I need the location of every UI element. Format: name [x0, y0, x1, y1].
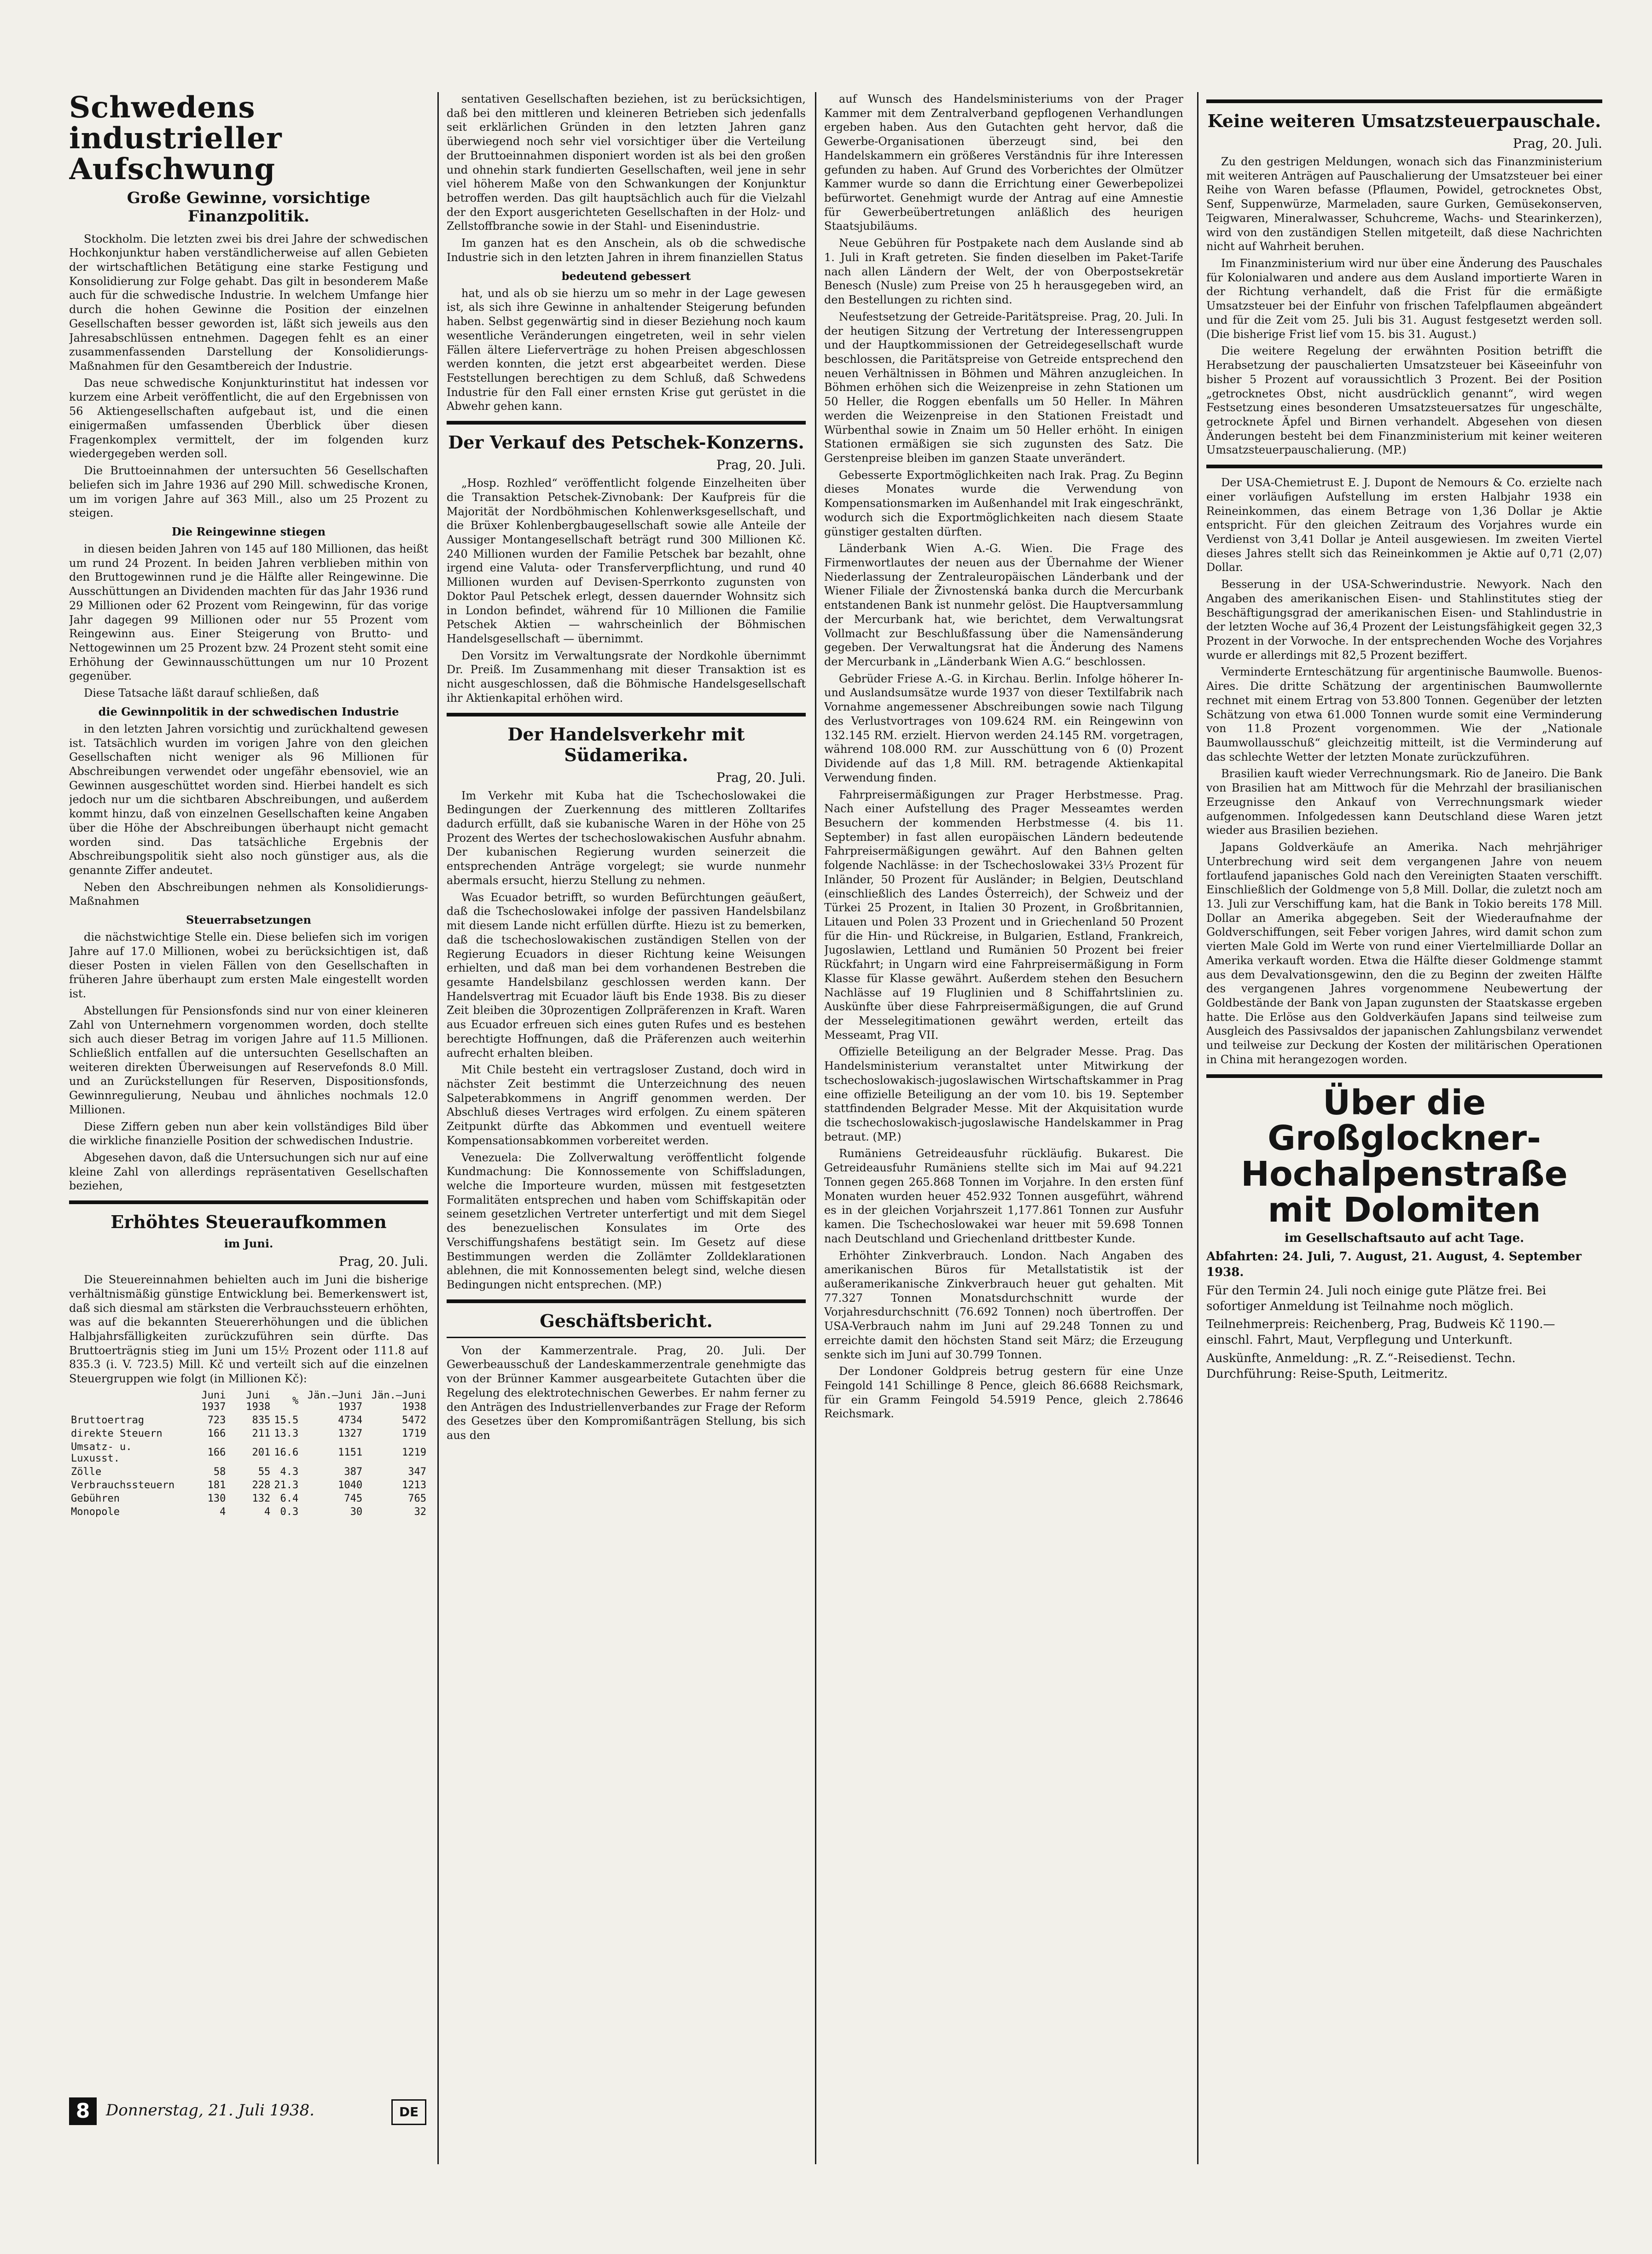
ad-subtitle: im Gesellschaftsauto auf acht Tage. — [1284, 1231, 1524, 1246]
dateline: Prag, 20. Juli. — [716, 769, 806, 785]
table-cell: 1040 — [338, 1479, 363, 1491]
ad-contact: Auskünfte, Anmeldung: „R. Z.“-Reisedienst. Techn. Durchführung: Reise-Sputh, Leitmeritz. — [1206, 1351, 1516, 1381]
divider — [447, 1299, 806, 1303]
section-heading: Steuerrabsetzungen — [186, 913, 311, 927]
news-item: Erhöhter Zinkverbrauch. London. Nach Angaben des amerikanischen Büros für Metallstatistik ist der außeramerikanische Zinkverbrauch heuer gut gehalten. Mit 77.327 Tonnen Monatsdurchschnitt wurde der Vorjahresdurchschnitt (76.692 Tonnen) noch übertroffen. Der USA-Verbrauch nahm im Juni auf 29.248 Tonnen zu und erreichte damit den höchsten Stand seit März; die Erzeugung senkte sich im Juni auf 30.799 Tonnen. — [824, 1249, 1183, 1361]
paragraph: Im Verkehr mit Kuba hat die Tschechoslowakei die Bedingungen der Zuerkennung des mittleren Zolltarifes dadurch erfüllt, daß sie kubanische Waren in der Höhe von 25 Prozent des Wertes der tschechoslowakischen Ausfuhr abnahm. Der kubanischen Regierung wurden seinerzeit die entsprechenden Anträge vorgelegt; sie wurde nunmehr abermals ersucht, hierzu Stellung zu nehmen. — [447, 789, 806, 887]
article-subtitle-schweden: Große Gewinne, vorsichtige Finanzpolitik. — [127, 188, 371, 226]
table-row — [69, 1440, 428, 1465]
table-cell: 387 — [344, 1466, 363, 1478]
paragraph: Zu den gestrigen Meldungen, wonach sich das Finanzministerium mit weiteren Anträgen auf Pauschalierung der Umsatzsteuer bei einer Reihe von Waren befasse (Pflaumen, Powidel, getrocknetes Obst, Senf, Suppenwürze, Marmeladen, saure Gurken, Gemüsekonserven, Teigwaren, Mineralwasser, Schuhcreme, Wachs- und Stearinkerzen), wird von den zuständigen Stellen mitgeteilt, daß diese Nachrichten nicht auf Wahrheit beruhen. — [1206, 155, 1602, 253]
news-item: Neufestsetzung der Getreide-Paritätspreise. Prag, 20. Juli. In der heutigen Sitzung der Vertretung der Interessengruppen und der Hauptkommissionen der Getreidegesellschaft wurde beschlossen, die Paritätspreise von Getreide entsprechend den neuen Verhältnissen in Böhmen und Mähren anzugleichen. In Böhmen erhöhen sich die Weizenpreise in zehn Stationen um 50 Heller, die Roggen ebenfalls um 50 Heller. In Mähren werden die Weizenpreise in den Stationen Freistadt und Würbenthal sowie in Znaim um 50 Heller erhöht. In einigen Stationen ermäßigen sie sich zugunsten des Satz. Die Gerstenpreise bleiben im ganzen Staate unverändert. — [824, 310, 1183, 465]
news-item: Gebesserte Exportmöglichkeiten nach Irak. Prag. Zu Beginn dieses Monates wurde die Verwendung von Kompensationsmarken im Außenhandel mit Irak eingeschränkt, wodurch sich die Exportmöglichkeiten nach diesem Staate günstiger gestalten dürften. — [824, 468, 1183, 538]
divider — [447, 421, 806, 425]
table-cell: 1719 — [402, 1427, 426, 1439]
table-cell: 835 — [252, 1414, 271, 1426]
news-item: Rumäniens Getreideausfuhr rückläufig. Bukarest. Die Getreideausfuhr Rumäniens stellte sich im Mai auf 94.221 Tonnen gegen 265.868 Tonnen im Vorjahre. In den ersten fünf Monaten wurden heuer 452.932 Tonnen ausgeführt, während es in der gleichen Vorjahrszeit 1,177.861 Tonnen zur Ausfuhr kamen. Die Tschechoslowakei war heuer mit 59.698 Tonnen nach Deutschland und Griechenland drittbester Kunde. — [824, 1147, 1183, 1245]
section-heading: die Gewinnpolitik in der schwedischen Industrie — [98, 705, 399, 718]
paragraph: Diese Tatsache läßt darauf schließen, daß — [84, 687, 319, 700]
table-row — [69, 1427, 428, 1440]
table-row — [69, 1492, 428, 1505]
table-cell: 1151 — [338, 1447, 363, 1459]
table-cell: Verbrauchssteuern — [71, 1479, 175, 1491]
table-cell: 166 — [207, 1447, 226, 1459]
tax-table — [69, 1389, 428, 1519]
table-cell: 723 — [207, 1414, 226, 1426]
article-title-geschaeftsbericht: Geschäftsbericht. — [540, 1310, 713, 1331]
table-cell: 0.3 — [280, 1506, 299, 1518]
ad-dates: Abfahrten: 24. Juli, 7. August, 21. August, 4. September 1938. — [1206, 1250, 1582, 1279]
table-header-row — [69, 1389, 428, 1414]
table-cell: 55 — [258, 1466, 271, 1478]
table-cell: 181 — [207, 1479, 226, 1491]
paragraph: Venezuela: Die Zollverwaltung veröffentlicht folgende Kundmachung: Die Konnossemente von Schiffsladungen, welche die Importeure wurden, müssen mit festgesetzten Formalitäten entsprechen und haben vom Schiffskapitän oder seinem gesetzlichen Vertreter unterfertigt und mit dem Siegel des benezuelischen Konsulates im Orte des Verschiffungshafens bestätigt sein. Im Gesetz auf diese Bestimmungen werden die Zollämter Zolldeklarationen ablehnen, die mit Konnossementen belegt sind, welche diesen Bedingungen nicht entsprechen. (MP.) — [447, 1151, 806, 1292]
dateline: Prag, 20. Juli. — [1512, 136, 1602, 151]
table-cell: 30 — [350, 1506, 363, 1518]
paragraph: Die Bruttoeinnahmen der untersuchten 56 Gesellschaften beliefen sich im Jahre 1936 auf 290 Mill. schwedische Kronen, um im vorigen Jahre auf 363 Mill., also um 25 Prozent zu steigen. — [69, 464, 428, 520]
paragraph: Die weitere Regelung der erwähnten Position betrifft die Herabsetzung der pauschalierten Umsatzsteuer bei Käseeinfuhr von bisher 5 Prozent auf voraussichtlich 3 Prozent. Bei der Position „getrocknetes Obst, nicht ausdrücklich genannt“, wird wegen Festsetzung eines besonderen Umsatzsteuersatzes für ungeschälte, getrocknete Äpfel und Birnen verhandelt. Abgesehen von diesen Änderungen besteht bei dem Finanzministerium mit keiner weiteren Umsatzsteuerpauschalierung. (MP.) — [1206, 344, 1602, 457]
table-cell: 132 — [252, 1492, 271, 1504]
newspaper-page — [69, 92, 1607, 2164]
table-cell: 13.3 — [274, 1427, 299, 1439]
table-row — [69, 1465, 428, 1479]
table-cell: 765 — [408, 1492, 426, 1504]
news-item: Besserung in der USA-Schwerindustrie. Newyork. Nach den Angaben des amerikanischen Eisen- und Stahlinstitutes stieg der Beschäftigungsgrad der amerikanischen Eisen- und Stahlindustrie in der letzten Woche auf 36,4 Prozent der Leistungsfähigkeit gegen 32,3 Prozent in der Vorwoche. In der entsprechenden Woche des Vorjahres wurde er allerdings mit 82,5 Prozent beziffert. — [1206, 578, 1602, 662]
divider — [447, 713, 806, 716]
table-cell: 16.6 — [274, 1447, 299, 1459]
paragraph: Stockholm. Die letzten zwei bis drei Jahre der schwedischen Hochkonjunktur haben verständlicherweise auf allen Gebieten der wirtschaftlichen Betätigung eine starke Festigung und Konsolidierung zur Folge gehabt. Das gilt in besonderem Maße auch für die schwedische Industrie. In welchem Umfange hier durch die hohen Gewinne die Position der einzelnen Gesellschaften besser geworden ist, läßt sich jeweils aus den Jahresabschlüssen entnehmen. Dagegen fehlt es an einer zusammenfassenden Darstellung der Konsolidierungs-Maßnahmen für den Gesamtbereich der Industrie. — [69, 232, 428, 373]
table-cell: 201 — [252, 1447, 271, 1459]
news-item: Neue Gebühren für Postpakete nach dem Auslande sind ab 1. Juli in Kraft getreten. Sie finden dieselben im Paket-Tarife nach allen Ländern der Welt, der von Oberpostsekretär Benesch (Nusle) zum Preise von 25 h herausgegeben wird, an den Bestellungen zu richten sind. — [824, 237, 1183, 307]
ad-headline: Über die — [1322, 1083, 1486, 1123]
table-cell: 228 — [252, 1479, 271, 1491]
column-1 — [69, 92, 428, 2164]
paragraph: Im Finanzministerium wird nur über eine Änderung des Pauschales für Kolonialwaren und andere aus dem Ausland importierte Waren in der Richtung verhandelt, daß die Frist für die ermäßigte Umsatzsteuer bei der Einfuhr von frischen Tafelpflaumen abgeändert und für die Zeit vom 25. Juli bis 31. August festgesetzt werden soll. (Die bisherige Frist lief vom 15. bis 31. August.) — [1206, 257, 1602, 341]
section-heading: Die Reingewinne stiegen — [171, 524, 326, 538]
ad-headline: Großglockner- — [1268, 1118, 1541, 1159]
paragraph: auf Wunsch des Handelsministeriums von der Prager Kammer mit dem Zentralverband gepflogenen Verhandlungen ergeben haben. Aus den Gutachten geht hervor, daß die Gewerbe-Organisationen überzeugt sind, bei den Handelskammern ein größeres Verständnis für ihre Interessen gefunden zu haben. Auf Grund des Vorberichtes der Olmützer Kammer wurde so dann die Errichtung einer Gewerbepolizei befürwortet. Genehmigt wurde der Antrag auf eine Amnestie für Gewerbeübertretungen anläßlich des heurigen Staatsjubiläums. — [824, 93, 1183, 233]
divider — [1206, 465, 1602, 468]
table-header: Juni 1938 — [246, 1389, 271, 1413]
paragraph: Den Vorsitz im Verwaltungsrate der Nordkohle übernimmt Dr. Preiß. Im Zusammenhang mit dieser Transaktion ist es nicht ausgeschlossen, daß die Böhmische Handelsgesellschaft ihr Aktienkapital erhöhen wird. — [447, 649, 806, 705]
table-cell: 1219 — [402, 1447, 426, 1459]
news-item: Der Londoner Goldpreis betrug gestern für eine Unze Feingold 141 Schillinge 8 Pence, gleich 86.6688 Reichsmark, für ein Gramm Feingold 54.5919 Pence, gleich 2.78646 Reichsmark. — [824, 1365, 1183, 1421]
paragraph: in den letzten Jahren vorsichtig und zurückhaltend gewesen ist. Tatsächlich wurden im vorigen Jahre von den gleichen Gesellschaften nicht weniger als 96 Millionen für Abschreibungen verwendet oder ungefähr ebensoviel, wie an Gewinnen ausgeschüttet worden sind. Hierbei handelt es sich jedoch nur um die sichtbaren Abschreibungen, und außerdem kommt hinzu, daß von einzelnen Gesellschaften keine Angaben über die Höhe der Abschreibungen überhaupt nicht gemacht worden sind. Das tatsächliche Ergebnis der Abschreibungspolitik sieht also noch günstiger aus, als die genannte Ziffer andeutet. — [69, 722, 428, 877]
table-cell: 32 — [414, 1506, 426, 1518]
news-item: Länderbank Wien A.-G. Wien. Die Frage des Firmenwortlautes der neuen aus der Übernahme der Wiener Niederlassung der Zentraleuropäischen Länderbank und der Wiener Filiale der Živnostenská banka durch die Mercurbank entstandenen Bank ist nunmehr gelöst. Die Hauptversammlung der Mercurbank hat, wie berichtet, dem Verwaltungsrat Vollmacht zur Beschlußfassung über die Namensänderung gegeben. Der Verwaltungsrat hat die Änderung des Namens der Mercurbank in „Länderbank Wien A.G.“ beschlossen. — [824, 542, 1183, 669]
table-cell: 745 — [344, 1492, 363, 1504]
news-item: Gebrüder Friese A.-G. in Kirchau. Berlin. Infolge höherer In- und Auslandsumsätze wurde 1937 von dieser Textilfabrik nach Vornahme angemessener Abschreibungen sowie nach Tilgung des Verlustvortrages von 109.624 RM. ein Reingewinn von 132.145 RM. erzielt. Hiervon werden 24.145 RM. vorgetragen, während 108.000 RM. zur Ausschüttung von 6 (0) Prozent Dividende auf das 1,8 Mill. RM. betragende Aktienkapital Verwendung finden. — [824, 672, 1183, 784]
paragraph: Das neue schwedische Konjunkturinstitut hat indessen vor kurzem eine Arbeit veröffentlicht, die auf den Ergebnissen von 56 Aktiengesellschaften aufgebaut ist, und die einen einigermaßen umfassenden Überblick über diesen Fragenkomplex vermittelt, der im folgenden kurz wiedergegeben werden soll. — [69, 376, 428, 460]
table-cell: direkte Steuern — [71, 1427, 163, 1439]
table-cell: 211 — [252, 1427, 271, 1439]
news-item: Verminderte Ernteschätzung für argentinische Baumwolle. Buenos-Aires. Die dritte Schätzung der argentinischen Baumwollernte rechnet mit einem Ertrag von 53.800 Tonnen. Gegenüber der letzten Schätzung von etwa 61.000 Tonnen wurde somit eine Verminderung von 11.8 Prozent vorgenommen. Wie der „Nationale Baumwollausschuß“ gleichzeitig mitteilt, ist die Verminderung auf das schlechte Wetter der letzten Monate zurückzuführen. — [1206, 665, 1602, 763]
paragraph: Die Steuereinnahmen behielten auch im Juni die bisherige verhältnismäßig günstige Entwicklung bei. Bemerkenswert ist, daß sich diesmal am stärksten die Verbrauchssteuern erhöhten, was auf die bekannten Steuererhöhungen und die üblichen Halbjahrsfälligkeiten zurückzuführen sein dürfte. Das Bruttoerträgnis stieg im Juni um 15½ Prozent oder 111.8 auf 835.3 (i. V. 723.5) Mill. Kč und verteilt sich auf die einzelnen Steuergruppen wie folgt (in Millionen Kč): — [69, 1273, 428, 1386]
column-rule — [437, 92, 439, 2164]
column-4 — [1206, 92, 1602, 2164]
divider — [447, 1337, 806, 1338]
paragraph: Abstellungen für Pensionsfonds sind nur von einer kleineren Zahl von Unternehmern vorgenommen worden, doch stellte sich auch dieser Betrag im vorigen Jahre auf 11.5 Millionen. Schließlich entfallen auf die untersuchten Gesellschaften an weiteren direkten Überweisungen auf Reservefonds 8.0 Mill. und an Zurückstellungen für Reserven, Dispositionsfonds, Gewinnregulierung, Neubau und ähnliches nochmals 12.0 Millionen. — [69, 1004, 428, 1116]
newspaper-logo-icon: DE — [391, 2099, 426, 2125]
article-title-umsatzsteuer: Keine weiteren Umsatzsteuerpauschale. — [1207, 111, 1601, 131]
table-cell: 6.4 — [280, 1492, 299, 1504]
table-cell: 4.3 — [280, 1466, 299, 1478]
ad-price: Teilnehmerpreis: Reichenberg, Prag, Budweis Kč 1190.— einschl. Fahrt, Maut, Verpflegung und Unterkunft. — [1206, 1317, 1555, 1347]
table-header: Juni 1937 — [201, 1389, 226, 1413]
divider — [69, 1200, 428, 1204]
article-subtitle-steuer: im Juni. — [224, 1237, 273, 1251]
table-cell: Gebühren — [71, 1492, 120, 1504]
table-cell: 347 — [408, 1466, 426, 1478]
news-item: Fahrpreisermäßigungen zur Prager Herbstmesse. Prag. Nach einer Aufstellung des Prager Messeamtes werden Besuchern der kommenden Herbstmesse (4. bis 11. September) in fast allen europäischen Ländern bedeutende Fahrpreisermäßigungen gewährt. Auf den Bahnen gelten folgende Nachlässe: in der Tschechoslowakei 33⅓ Prozent für Inländer, 50 Prozent für Ausländer; in Belgien, Deutschland (einschließlich des Landes Österreich), der Schweiz und der Türkei 25 Prozent, in Italien 30 Prozent, in Großbritannien, Litauen und Polen 33 Prozent und in Griechenland 50 Prozent für die Hin- und Rückreise, in Bulgarien, Estland, Frankreich, Jugoslawien, Lettland und Rumänien 50 Prozent bei freier Rückfahrt; in Ungarn wird eine Fahrpreisermäßigung in Form Klasse für Klasse gewährt. Außerdem stehen den Besuchern Nachlässe auf 19 Fluglinien und 8 Schiffahrtslinien zu. Auskünfte über diese Fahrpreisermäßigungen, die auf Grund der Messelegitimationen gewährt werden, erteilt das Messeamt, Prag VII. — [824, 788, 1183, 1042]
paragraph: sentativen Gesellschaften beziehen, ist zu berücksichtigen, daß bei den mittleren und kleineren Betrieben sich jedenfalls seit erklärlichen Gründen in den letzten Jahren ganz überwiegend noch sehr viel vorsichtiger über die Verteilung der Bruttoeinnahmen disponiert worden ist als bei den großen und ohnehin stark fundierten Gesellschaften, weil jene in sehr viel höherem Maße von den Schwankungen der Konjunktur betroffen werden. Das gilt hauptsächlich auch für die Vielzahl der den Export ausgerichteten Gesellschaften in der Holz- und Zellstoffbranche sowie in der Stahl- und Eisenindustrie. — [447, 93, 806, 233]
dateline: Prag, 20. Juli. — [338, 1254, 428, 1270]
table-cell: 4734 — [338, 1414, 363, 1426]
ad-headline: mit Dolomiten — [1268, 1190, 1541, 1230]
article-title-schweden: Schwedens industrieller Aufschwung — [69, 92, 282, 187]
travel-advertisement — [1206, 1085, 1602, 1382]
paragraph: hat, und als ob sie hierzu um so mehr in der Lage gewesen ist, als sich ihre Gewinne in anhaltender Steigerung befunden haben. Selbst gegenwärtig sind in dieser Beziehung noch kaum wesentliche Veränderungen eingetreten, weil in sehr vielen Fällen ältere Lieferverträge zu hohen Preisen abgeschlossen werden konnten, die jetzt erst abgearbeitet werden. Diese Feststellungen berechtigen zu dem Schluß, daß Schwedens Industrie für den Fall einer ernsten Krise gut gerüstet in die Abwehr gehen kann. — [447, 286, 806, 413]
table-cell: 15.5 — [274, 1414, 299, 1426]
table-cell: 21.3 — [274, 1479, 299, 1491]
ad-note: Für den Termin 24. Juli noch einige gute Plätze frei. Bei sofortiger Anmeldung ist Teilnahme noch möglich. — [1206, 1283, 1547, 1313]
table-cell: 130 — [207, 1492, 226, 1504]
issue-date: Donnerstag, 21. Juli 1938. — [106, 2101, 314, 2120]
dateline: Prag, 20. Juli. — [716, 457, 806, 473]
table-cell: 5472 — [402, 1414, 426, 1426]
page-footer — [69, 2097, 428, 2125]
paragraph: Im ganzen hat es den Anschein, als ob die schwedische Industrie sich in den letzten Jahren in ihrem finanziellen Status — [447, 237, 806, 264]
table-row — [69, 1479, 428, 1492]
table-header — [69, 1389, 183, 1414]
paragraph: Neben den Abschreibungen nehmen als Konsolidierungs-Maßnahmen — [69, 880, 428, 908]
paragraph: „Hosp. Rozhled“ veröffentlicht folgende Einzelheiten über die Transaktion Petschek-Zivnobank: Der Kaufpreis für die Majorität der Nordböhmischen Kohlenwerksgesellschaft, und die Brüxer Kohlenbergbaugesellschaft sowie alle Anteile der Aussiger Montangesellschaft beträgt rund 300 Millionen Kč. 240 Millionen wurden der Familie Petschek bar bezahlt, ohne irgend eine Valuta- oder Transferverpflichtung, und rund 40 Millionen wurden auf Devisen-Sperrkonto zugunsten von Doktor Paul Petschek erlegt, dessen dauernder Wohnsitz sich in London befindet, während für 10 Millionen die Familie Petschek Aktien — wahrscheinlich der Böhmischen Handelsgesellschaft — übernimmt. — [447, 477, 806, 645]
column-rule — [815, 92, 816, 2164]
paragraph: Diese Ziffern geben nun aber kein vollständiges Bild über die wirkliche finanzielle Position der schwedischen Industrie. — [69, 1120, 428, 1147]
article-title-suedamerika: Der Handelsverkehr mit Südamerika. — [507, 723, 745, 765]
column-2 — [447, 92, 806, 2164]
paragraph: Von der Kammerzentrale. Prag, 20. Juli. Der Gewerbeausschuß der Landeskammerzentrale genehmigte das von der Brünner Kammer ausgearbeitete Gutachten über die Regelung des elektrotechnischen Gewerbes. Er nahm ferner zu den Anträgen des Industriellenverbandes zur Frage der Reform des Gesetzes über den Kompromißanträgen Stellung, bis sich aus den — [447, 1344, 806, 1442]
page-number: 8 — [69, 2097, 97, 2125]
paragraph: in diesen beiden Jahren von 145 auf 180 Millionen, das heißt um rund 24 Prozent. In beiden Jahren verblieben mithin von den Bruttogewinnen rund je die Hälfte aller Reingewinne. Die Ausschüttungen an Dividenden machten für das Jahr 1936 rund 29 Millionen oder 62 Prozent vom Reingewinn, für das vorige Jahr dagegen 99 Millionen oder nur 55 Prozent vom Reingewinn aus. Einer Steigerung von Brutto- und Nettogewinnen um 25 Prozent bzw. 24 Prozent steht somit eine Erhöhung der Gewinnausschüttungen um nur 10 Prozent gegenüber. — [69, 542, 428, 683]
news-item: Japans Goldverkäufe an Amerika. Nach mehrjähriger Unterbrechung wird seit dem vergangenen Jahre von neuem fortlaufend japanisches Gold nach den Vereinigten Staaten verschifft. Einschließlich der Goldmenge von 5,8 Mill. Dollar, die zuletzt noch am 13. Juli zur Verschiffung kam, hat die Bank in Tokio bereits 178 Mill. Dollar an Amerika abgegeben. Seit der Wiederaufnahme der Goldverschiffungen, seit Feber vorigen Jahres, wird damit schon zum vierten Male Gold im Werte von rund einer Viertelmilliarde Dollar an Amerika verkauft worden. Etwa die Hälfte dieser Goldmenge stammt aus dem Devalvationsgewinn, den die zu Beginn der zweiten Hälfte des vergangenen Jahres vorgenommene Neubewertung der Goldbestände der Bank von Japan zugunsten der Staatskasse ergeben hatte. Die Erlöse aus den Goldverkäufen Japans sind teilweise zum Ausgleich des Passivsaldos der japanischen Zahlungsbilanz verwendet und teilweise zur Deckung der Kosten der militärischen Operationen in China mit herangezogen worden. — [1206, 841, 1602, 1066]
table-cell: 1213 — [402, 1479, 426, 1491]
table-cell: Monopole — [71, 1506, 120, 1518]
divider — [1206, 99, 1602, 103]
table-header: % — [292, 1395, 299, 1407]
table-cell: Zölle — [71, 1466, 102, 1478]
article-title-steuer: Erhöhtes Steueraufkommen — [111, 1211, 387, 1233]
table-row — [69, 1414, 428, 1427]
paragraph: Mit Chile besteht ein vertragsloser Zustand, doch wird in nächster Zeit bestimmt die Unterzeichnung des neuen Salpeterabkommens in Angriff genommen werden. Der Abschluß dieses Vertrages wird erfolgen. Zu einem späteren Zeitpunkt dürfte das Abkommen und eventuell weitere Kompensationsabkommen vorbereitet werden. — [447, 1063, 806, 1147]
table-cell: Bruttoertrag — [71, 1414, 144, 1426]
table-cell: 4 — [264, 1506, 271, 1518]
article-title-petschek: Der Verkauf des Petschek-Konzerns. — [448, 432, 804, 453]
table-cell: 166 — [207, 1427, 226, 1439]
news-item: Der USA-Chemietrust E. J. Dupont de Nemours & Co. erzielte nach einer vorläufigen Aufstellung im ersten Halbjahr 1938 ein Reineinkommen, das einem Betrage von 1,36 Dollar je Aktie entspricht. Für den gleichen Zeitraum des Vorjahres wurde ein Verdienst von 3,41 Dollar je Anteil ausgewiesen. Im zweiten Viertel dieses Jahres stellt sich das Reineinkommen je Aktie auf 0,71 (2,07) Dollar. — [1206, 476, 1602, 574]
table-cell: Umsatz- u. Luxusst. — [71, 1441, 132, 1464]
table-cell: 4 — [220, 1506, 226, 1518]
news-item: Brasilien kauft wieder Verrechnungsmark. Rio de Janeiro. Die Bank von Brasilien hat am Mittwoch für die Mehrzahl der brasilianischen Erzeugnisse den Ankauf von Verrechnungsmark wieder aufgenommen. Infolgedessen kann Deutschland diese Waren jetzt wieder aus Brasilien beziehen. — [1206, 767, 1602, 837]
table-header: Jän.–Juni 1938 — [371, 1389, 426, 1413]
news-item: Offizielle Beteiligung an der Belgrader Messe. Prag. Das Handelsministerium veranstaltet unter Mitwirkung der tschechoslowakisch-jugoslawischen Wirtschaftskammer in Prag eine offizielle Beteiligung an der vom 10. bis 19. September stattfindenden Belgrader Messe. Mit der Akquisitation wurde die tschechoslowakisch-jugoslawische Handelskammer in Prag betraut. (MP.) — [824, 1045, 1183, 1143]
ad-headline: Hochalpenstraße — [1241, 1154, 1568, 1194]
paragraph: die nächstwichtige Stelle ein. Diese beliefen sich im vorigen Jahre auf 17.0 Millionen, wobei zu berücksichtigen ist, daß dieser Posten in vielen Fällen von den Gesellschaften in früheren Jahre überhaupt zum ersten Male eingestellt worden ist. — [69, 931, 428, 1001]
section-heading: bedeutend gebessert — [561, 269, 691, 283]
paragraph: Was Ecuador betrifft, so wurden Befürchtungen geäußert, daß die Tschechoslowakei infolge der passiven Handelsbilanz mit diesem Lande nicht erfüllen dürfte. Hiezu ist zu bemerken, daß die tschechoslowakischen zuständigen Stellen von der Regierung Ecuadors in dieser Richtung keine Weisungen erhielten, und daß man bei dem vorhandenen Bestreben die gesamte Handelsbilanz geschlossen werden kann. Der Handelsvertrag mit Ecuador läuft bis Ende 1938. Bis zu dieser Zeit bleiben die 30prozentigen Zollpräferenzen in Kraft. Waren aus Ecuador erfreuen sich eines guten Rufes und es bestehen berechtigte Hoffnungen, daß die Präferenzen auch weiterhin aufrecht erhalten bleiben. — [447, 891, 806, 1060]
paragraph: Abgesehen davon, daß die Untersuchungen sich nur auf eine kleine Zahl von allerdings repräsentativen Gesellschaften beziehen, — [69, 1151, 428, 1193]
table-cell: 1327 — [338, 1427, 363, 1439]
table-cell: 58 — [213, 1466, 226, 1478]
table-row — [69, 1505, 428, 1519]
column-rule — [1197, 92, 1198, 2164]
divider — [1206, 1074, 1602, 1078]
table-header: Jän.–Juni 1937 — [307, 1389, 363, 1413]
column-3 — [824, 92, 1183, 2164]
